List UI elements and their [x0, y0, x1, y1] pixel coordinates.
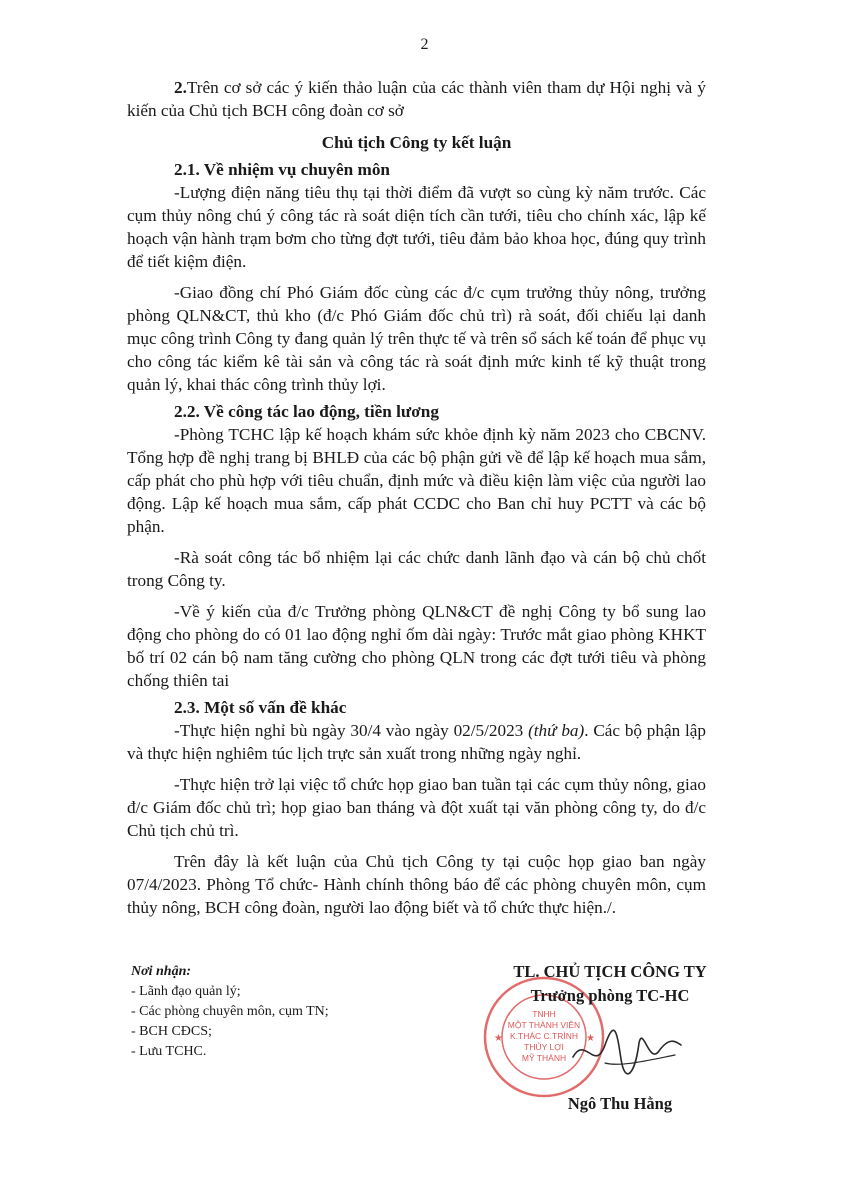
section-heading-2-2: 2.2. Về công tác lao động, tiền lương: [174, 402, 439, 421]
section-heading-2-1: 2.1. Về nhiệm vụ chuyên môn: [174, 160, 390, 179]
svg-text:TNHH: TNHH: [532, 1009, 556, 1019]
intro-paragraph: [127, 76, 706, 122]
svg-text:MỸ THÀNH: MỸ THÀNH: [521, 1053, 567, 1063]
section-heading-2-3: 2.3. Một số vấn đề khác: [174, 698, 347, 717]
section-2-1-paragraph-1: -Lượng điện năng tiêu thụ tại thời điểm đã vượt so cùng kỳ năm trước. Các cụm thủy nông chú ý công tác rà soát diện tích cần tưới, tiêu cho chính xác, lập kế hoạch vận hành trạm bơm cho từng đợt tưới, tiêu đảm bảo khoa học, đúng quy trình để tiết kiệm điện.: [127, 183, 706, 271]
recipient-item: - Lưu TCHC.: [131, 1044, 207, 1059]
section-2-2-paragraph-3: -Về ý kiến của đ/c Trưởng phòng QLN&CT đề nghị Công ty bổ sung lao động cho phòng do có 01 lao động nghỉ ốm dài ngày: Trước mắt giao phòng KHKT bố trí 02 cán bộ nam tăng cường cho phòng QLN trong các đợt tưới tiêu và phòng chống thiên tai: [127, 602, 706, 690]
text-run: -Thực hiện nghỉ bù ngày 30/4 vào ngày 02/5/2023: [174, 721, 529, 740]
signer-name: Ngô Thu Hằng: [567, 1094, 673, 1113]
recipients-block: [131, 962, 461, 1062]
section-2-2-paragraph-1: -Phòng TCHC lập kế hoạch khám sức khỏe định kỳ năm 2023 cho CBCNV. Tổng hợp đề nghị trang bị BHLĐ của các bộ phận gửi về để lập kế hoạch mua sắm, cấp phát cho phù hợp với tiêu chuẩn, định mức và điều kiện làm việc của người lao động. Lập kế hoạch mua sắm, cấp phát CCDC cho Ban chỉ huy PCTT và các bộ phận.: [127, 425, 706, 536]
intro-number: 2.: [174, 78, 187, 97]
section-2-3-paragraph-1: [127, 719, 706, 765]
section-2-1-paragraph-2: -Giao đồng chí Phó Giám đốc cùng các đ/c cụm trưởng thủy nông, trưởng phòng QLN&CT, thủ kho (đ/c Phó Giám đốc chủ trì) rà soát, đối chiếu lại danh mục công trình Công ty đang quản lý trên thực tế và trên sổ sách kế toán để phục vụ cho công tác kiểm kê tài sản và công tác rà soát định mức kinh tế kỹ thuật trong quản lý, khai thác công trình thủy lợi.: [127, 283, 706, 394]
text-run: . Các bộ phận lập và thực hiện nghiêm túc lịch trực sản xuất trong những ngày nghỉ.: [127, 721, 706, 763]
recipient-item: - Các phòng chuyên môn, cụm TN;: [131, 1004, 329, 1019]
intro-text: Trên cơ sở các ý kiến thảo luận của các thành viên tham dự Hội nghị và ý kiến của Chủ tịch BCH công đoàn cơ sở: [127, 78, 706, 120]
italic-note: (thứ ba): [528, 721, 585, 740]
signature-subtitle: Trưởng phòng TC-HC: [530, 986, 690, 1005]
recipient-item: - BCH CĐCS;: [131, 1024, 212, 1039]
section-2-2-paragraph-2: -Rà soát công tác bổ nhiệm lại các chức danh lãnh đạo và cán bộ chủ chốt trong Công ty.: [127, 548, 706, 590]
page-number: 2: [420, 36, 429, 53]
svg-text:THỦY LỢI: THỦY LỢI: [524, 1042, 564, 1052]
signature-title: TL. CHỦ TỊCH CÔNG TY: [513, 962, 707, 981]
svg-text:MỘT THÀNH VIÊN: MỘT THÀNH VIÊN: [507, 1020, 581, 1030]
recipient-item: - Lãnh đạo quản lý;: [131, 984, 241, 999]
svg-text:K.THÁC C.TRÌNH: K.THÁC C.TRÌNH: [510, 1031, 578, 1041]
handwritten-signature-icon: [565, 1015, 685, 1085]
conclusion-title: Chủ tịch Công ty kết luận: [321, 133, 512, 152]
recipients-title: Nơi nhận:: [131, 964, 192, 979]
section-2-3-paragraph-2: -Thực hiện trở lại việc tổ chức họp giao ban tuần tại các cụm thủy nông, giao đ/c Giám đốc chủ trì; họp giao ban tháng và đột xuất tại văn phòng công ty, do đ/c Chủ tịch chủ trì.: [127, 775, 706, 840]
signature-block: [480, 955, 740, 1125]
closing-paragraph: Trên đây là kết luận của Chủ tịch Công ty tại cuộc họp giao ban ngày 07/4/2023. Phòng Tổ chức- Hành chính thông báo để các phòng chuyên môn, cụm thủy nông, BCH công đoàn, người lao động biết và tổ chức thực hiện./.: [127, 852, 706, 917]
svg-text:★: ★: [494, 1033, 503, 1044]
document-body: [127, 76, 706, 919]
svg-text:★: ★: [586, 1033, 595, 1044]
